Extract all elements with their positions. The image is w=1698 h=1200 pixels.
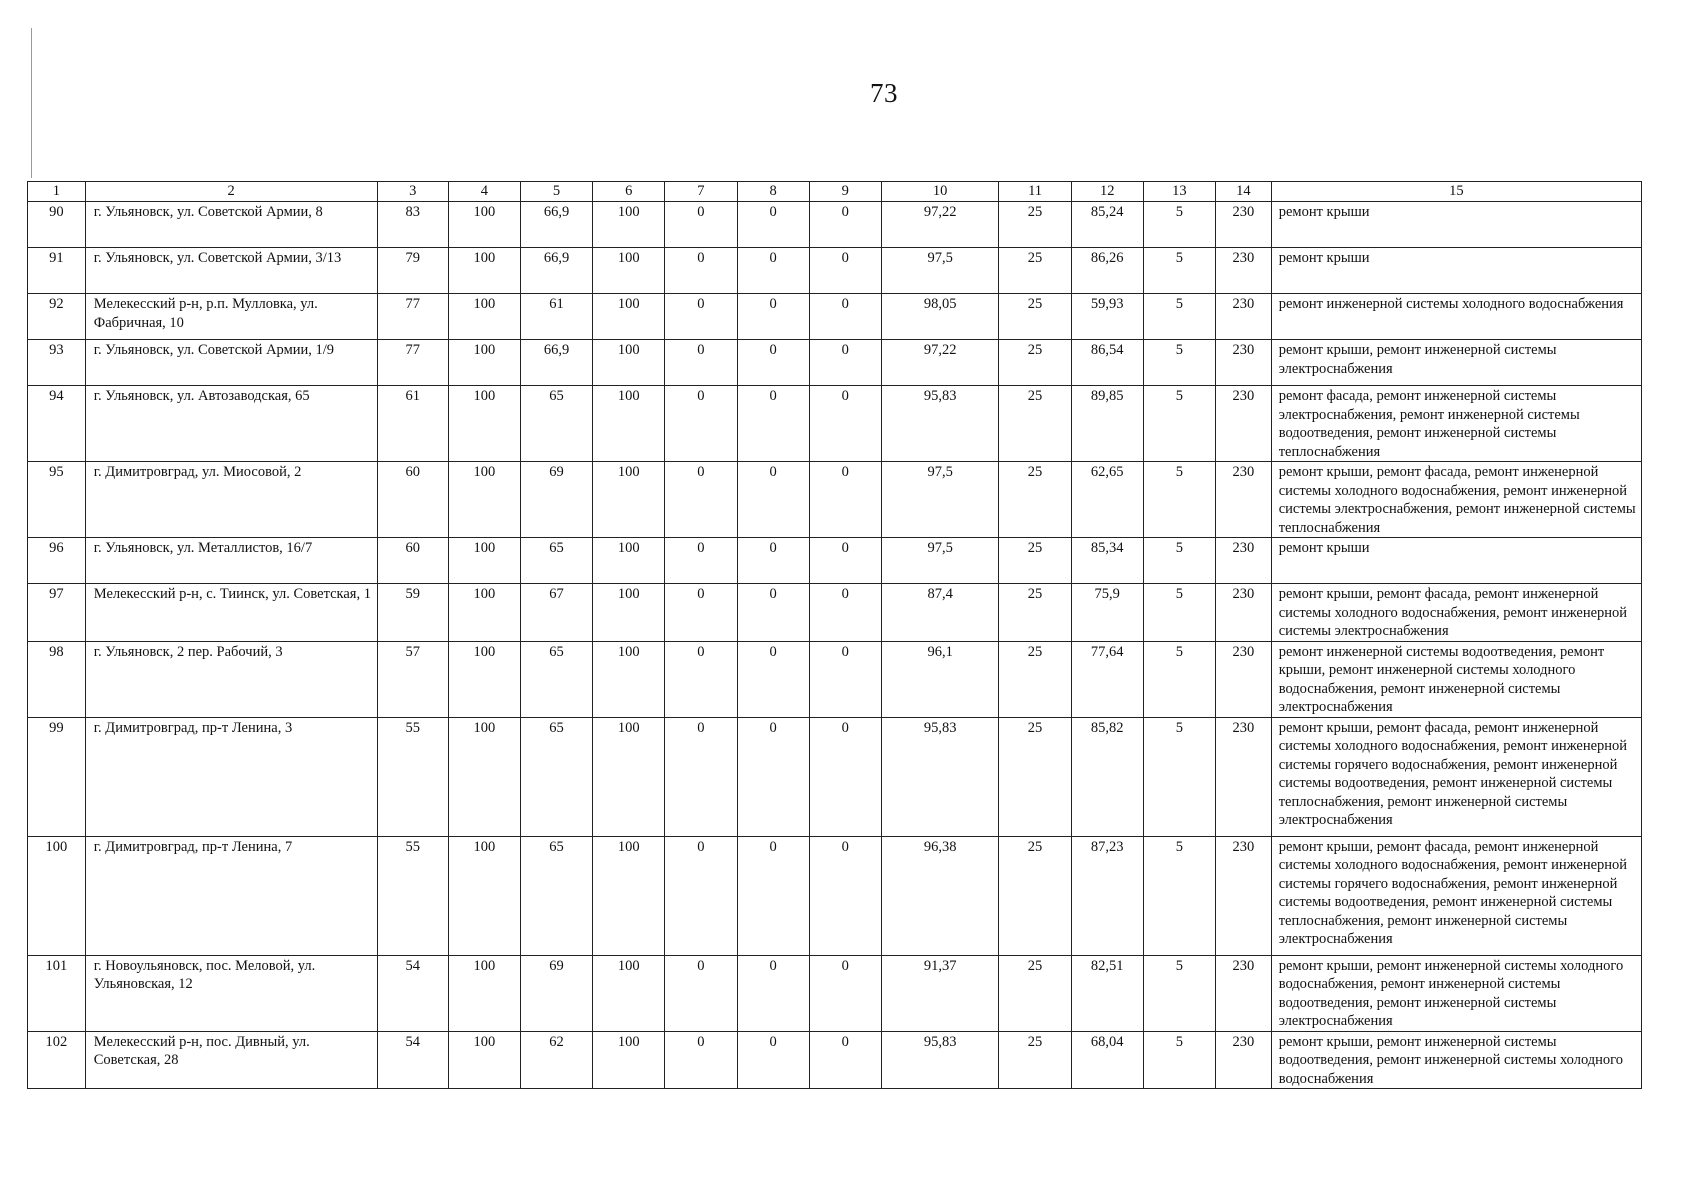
value-cell-col-7: 0 — [665, 1031, 737, 1089]
value-cell-col-6: 100 — [593, 641, 665, 717]
value-cell-col-10: 98,05 — [881, 294, 999, 340]
address-cell: г. Димитровград, пр-т Ленина, 7 — [85, 836, 377, 955]
value-cell-col-9: 0 — [809, 202, 881, 248]
value-cell-col-13: 5 — [1143, 1031, 1215, 1089]
value-cell-col-8: 0 — [737, 1031, 809, 1089]
address-cell: г. Ульяновск, ул. Советской Армии, 1/9 — [85, 340, 377, 386]
value-cell-col-10: 95,83 — [881, 1031, 999, 1089]
value-cell-col-8: 0 — [737, 340, 809, 386]
value-cell-col-14: 230 — [1216, 717, 1272, 836]
value-cell-col-12: 77,64 — [1071, 641, 1143, 717]
address-cell: г. Димитровград, ул. Миосовой, 2 — [85, 462, 377, 538]
value-cell-col-10: 97,22 — [881, 202, 999, 248]
column-header-7: 7 — [665, 182, 737, 202]
value-cell-col-10: 97,5 — [881, 248, 999, 294]
value-cell-col-5: 69 — [520, 955, 592, 1031]
value-cell-col-11: 25 — [999, 717, 1071, 836]
value-cell-col-13: 5 — [1143, 386, 1215, 462]
value-cell-col-5: 66,9 — [520, 248, 592, 294]
value-cell-col-10: 96,1 — [881, 641, 999, 717]
value-cell-col-14: 230 — [1216, 386, 1272, 462]
work-types-cell: ремонт крыши, ремонт фасада, ремонт инженерной системы холодного водоснабжения, ремонт инженерной системы горячего водоснабжения, ремонт инженерной системы водоотведения, ремонт инженерной системы теплоснабжения, ремонт инженерной системы электроснабжения — [1271, 717, 1641, 836]
value-cell-col-4: 100 — [448, 1031, 520, 1089]
value-cell-col-3: 59 — [377, 584, 448, 642]
table-row — [28, 584, 1642, 642]
row-number-cell: 91 — [28, 248, 86, 294]
value-cell-col-7: 0 — [665, 955, 737, 1031]
value-cell-col-5: 66,9 — [520, 202, 592, 248]
value-cell-col-9: 0 — [809, 248, 881, 294]
column-header-14: 14 — [1216, 182, 1272, 202]
value-cell-col-3: 60 — [377, 462, 448, 538]
value-cell-col-14: 230 — [1216, 538, 1272, 584]
column-header-2: 2 — [85, 182, 377, 202]
column-header-12: 12 — [1071, 182, 1143, 202]
table-row — [28, 340, 1642, 386]
value-cell-col-7: 0 — [665, 202, 737, 248]
address-cell: г. Ульяновск, ул. Советской Армии, 8 — [85, 202, 377, 248]
work-types-cell: ремонт крыши, ремонт фасада, ремонт инженерной системы холодного водоснабжения, ремонт инженерной системы электроснабжения, ремонт инженерной системы теплоснабжения — [1271, 462, 1641, 538]
value-cell-col-4: 100 — [448, 538, 520, 584]
value-cell-col-11: 25 — [999, 641, 1071, 717]
column-header-3: 3 — [377, 182, 448, 202]
value-cell-col-6: 100 — [593, 340, 665, 386]
value-cell-col-6: 100 — [593, 538, 665, 584]
value-cell-col-8: 0 — [737, 248, 809, 294]
value-cell-col-6: 100 — [593, 717, 665, 836]
value-cell-col-4: 100 — [448, 462, 520, 538]
page-number: 73 — [870, 78, 898, 108]
value-cell-col-13: 5 — [1143, 717, 1215, 836]
value-cell-col-10: 87,4 — [881, 584, 999, 642]
value-cell-col-8: 0 — [737, 386, 809, 462]
value-cell-col-12: 87,23 — [1071, 836, 1143, 955]
table-body — [28, 202, 1642, 1089]
value-cell-col-4: 100 — [448, 955, 520, 1031]
address-cell: г. Ульяновск, 2 пер. Рабочий, 3 — [85, 641, 377, 717]
value-cell-col-4: 100 — [448, 202, 520, 248]
value-cell-col-5: 69 — [520, 462, 592, 538]
column-header-9: 9 — [809, 182, 881, 202]
table-row — [28, 955, 1642, 1031]
value-cell-col-6: 100 — [593, 1031, 665, 1089]
value-cell-col-5: 66,9 — [520, 340, 592, 386]
value-cell-col-3: 83 — [377, 202, 448, 248]
address-cell: Мелекесский р-н, пос. Дивный, ул. Советская, 28 — [85, 1031, 377, 1089]
value-cell-col-10: 97,5 — [881, 538, 999, 584]
value-cell-col-7: 0 — [665, 248, 737, 294]
value-cell-col-5: 65 — [520, 386, 592, 462]
value-cell-col-3: 77 — [377, 294, 448, 340]
value-cell-col-11: 25 — [999, 538, 1071, 584]
table-container — [27, 181, 1642, 1089]
row-number-cell: 97 — [28, 584, 86, 642]
value-cell-col-7: 0 — [665, 717, 737, 836]
row-number-cell: 92 — [28, 294, 86, 340]
value-cell-col-5: 61 — [520, 294, 592, 340]
value-cell-col-9: 0 — [809, 584, 881, 642]
column-header-6: 6 — [593, 182, 665, 202]
work-types-cell: ремонт крыши — [1271, 248, 1641, 294]
work-types-cell: ремонт крыши, ремонт фасада, ремонт инженерной системы холодного водоснабжения, ремонт инженерной системы электроснабжения — [1271, 584, 1641, 642]
value-cell-col-12: 85,82 — [1071, 717, 1143, 836]
column-header-1: 1 — [28, 182, 86, 202]
table-row — [28, 538, 1642, 584]
work-types-cell: ремонт инженерной системы водоотведения, ремонт крыши, ремонт инженерной системы холодного водоснабжения, ремонт инженерной системы электроснабжения — [1271, 641, 1641, 717]
work-types-cell: ремонт крыши — [1271, 538, 1641, 584]
value-cell-col-3: 60 — [377, 538, 448, 584]
value-cell-col-11: 25 — [999, 340, 1071, 386]
value-cell-col-5: 65 — [520, 717, 592, 836]
value-cell-col-6: 100 — [593, 955, 665, 1031]
value-cell-col-4: 100 — [448, 340, 520, 386]
value-cell-col-4: 100 — [448, 386, 520, 462]
value-cell-col-10: 91,37 — [881, 955, 999, 1031]
work-types-cell: ремонт крыши — [1271, 202, 1641, 248]
value-cell-col-3: 77 — [377, 340, 448, 386]
work-types-cell: ремонт инженерной системы холодного водоснабжения — [1271, 294, 1641, 340]
column-header-15: 15 — [1271, 182, 1641, 202]
address-cell: г. Ульяновск, ул. Советской Армии, 3/13 — [85, 248, 377, 294]
value-cell-col-5: 65 — [520, 836, 592, 955]
value-cell-col-7: 0 — [665, 584, 737, 642]
table-row — [28, 202, 1642, 248]
value-cell-col-14: 230 — [1216, 1031, 1272, 1089]
value-cell-col-11: 25 — [999, 202, 1071, 248]
value-cell-col-12: 59,93 — [1071, 294, 1143, 340]
table-row — [28, 641, 1642, 717]
value-cell-col-14: 230 — [1216, 202, 1272, 248]
value-cell-col-11: 25 — [999, 386, 1071, 462]
value-cell-col-7: 0 — [665, 340, 737, 386]
table-row — [28, 462, 1642, 538]
value-cell-col-9: 0 — [809, 538, 881, 584]
value-cell-col-4: 100 — [448, 248, 520, 294]
value-cell-col-8: 0 — [737, 584, 809, 642]
value-cell-col-11: 25 — [999, 294, 1071, 340]
column-header-10: 10 — [881, 182, 999, 202]
data-table — [27, 181, 1642, 1089]
table-row — [28, 386, 1642, 462]
column-header-8: 8 — [737, 182, 809, 202]
value-cell-col-8: 0 — [737, 717, 809, 836]
value-cell-col-13: 5 — [1143, 836, 1215, 955]
row-number-cell: 100 — [28, 836, 86, 955]
address-cell: Мелекесский р-н, с. Тиинск, ул. Советская, 1 — [85, 584, 377, 642]
value-cell-col-10: 95,83 — [881, 386, 999, 462]
value-cell-col-5: 65 — [520, 538, 592, 584]
value-cell-col-6: 100 — [593, 248, 665, 294]
row-number-cell: 96 — [28, 538, 86, 584]
value-cell-col-3: 79 — [377, 248, 448, 294]
value-cell-col-3: 57 — [377, 641, 448, 717]
value-cell-col-13: 5 — [1143, 641, 1215, 717]
value-cell-col-6: 100 — [593, 386, 665, 462]
value-cell-col-14: 230 — [1216, 462, 1272, 538]
value-cell-col-12: 75,9 — [1071, 584, 1143, 642]
value-cell-col-5: 67 — [520, 584, 592, 642]
value-cell-col-14: 230 — [1216, 248, 1272, 294]
value-cell-col-6: 100 — [593, 202, 665, 248]
column-header-4: 4 — [448, 182, 520, 202]
value-cell-col-4: 100 — [448, 717, 520, 836]
value-cell-col-9: 0 — [809, 386, 881, 462]
value-cell-col-11: 25 — [999, 955, 1071, 1031]
work-types-cell: ремонт крыши, ремонт инженерной системы холодного водоснабжения, ремонт инженерной системы водоотведения, ремонт инженерной системы электроснабжения — [1271, 955, 1641, 1031]
row-number-cell: 93 — [28, 340, 86, 386]
value-cell-col-12: 86,54 — [1071, 340, 1143, 386]
value-cell-col-12: 86,26 — [1071, 248, 1143, 294]
table-row — [28, 1031, 1642, 1089]
header-row — [28, 182, 1642, 202]
table-row — [28, 717, 1642, 836]
value-cell-col-14: 230 — [1216, 584, 1272, 642]
address-cell: г. Ульяновск, ул. Автозаводская, 65 — [85, 386, 377, 462]
value-cell-col-10: 95,83 — [881, 717, 999, 836]
value-cell-col-8: 0 — [737, 836, 809, 955]
address-cell: г. Димитровград, пр-т Ленина, 3 — [85, 717, 377, 836]
work-types-cell: ремонт крыши, ремонт инженерной системы электроснабжения — [1271, 340, 1641, 386]
value-cell-col-13: 5 — [1143, 340, 1215, 386]
value-cell-col-6: 100 — [593, 584, 665, 642]
value-cell-col-12: 62,65 — [1071, 462, 1143, 538]
work-types-cell: ремонт крыши, ремонт фасада, ремонт инженерной системы холодного водоснабжения, ремонт инженерной системы горячего водоснабжения, ремонт инженерной системы водоотведения, ремонт инженерной системы теплоснабжения, ремонт инженерной системы электроснабжения — [1271, 836, 1641, 955]
column-header-13: 13 — [1143, 182, 1215, 202]
row-number-cell: 101 — [28, 955, 86, 1031]
row-number-cell: 99 — [28, 717, 86, 836]
value-cell-col-3: 54 — [377, 1031, 448, 1089]
value-cell-col-10: 97,5 — [881, 462, 999, 538]
value-cell-col-11: 25 — [999, 1031, 1071, 1089]
value-cell-col-12: 89,85 — [1071, 386, 1143, 462]
value-cell-col-9: 0 — [809, 955, 881, 1031]
address-cell: г. Ульяновск, ул. Металлистов, 16/7 — [85, 538, 377, 584]
value-cell-col-9: 0 — [809, 641, 881, 717]
value-cell-col-12: 85,24 — [1071, 202, 1143, 248]
value-cell-col-9: 0 — [809, 717, 881, 836]
value-cell-col-10: 96,38 — [881, 836, 999, 955]
value-cell-col-4: 100 — [448, 294, 520, 340]
column-header-5: 5 — [520, 182, 592, 202]
value-cell-col-12: 68,04 — [1071, 1031, 1143, 1089]
value-cell-col-5: 65 — [520, 641, 592, 717]
value-cell-col-3: 54 — [377, 955, 448, 1031]
value-cell-col-11: 25 — [999, 462, 1071, 538]
row-number-cell: 95 — [28, 462, 86, 538]
value-cell-col-14: 230 — [1216, 294, 1272, 340]
value-cell-col-12: 85,34 — [1071, 538, 1143, 584]
value-cell-col-13: 5 — [1143, 584, 1215, 642]
table-row — [28, 836, 1642, 955]
value-cell-col-8: 0 — [737, 641, 809, 717]
value-cell-col-4: 100 — [448, 584, 520, 642]
value-cell-col-6: 100 — [593, 462, 665, 538]
value-cell-col-11: 25 — [999, 248, 1071, 294]
value-cell-col-13: 5 — [1143, 294, 1215, 340]
value-cell-col-13: 5 — [1143, 538, 1215, 584]
value-cell-col-13: 5 — [1143, 462, 1215, 538]
value-cell-col-8: 0 — [737, 955, 809, 1031]
value-cell-col-8: 0 — [737, 462, 809, 538]
value-cell-col-4: 100 — [448, 836, 520, 955]
value-cell-col-3: 55 — [377, 836, 448, 955]
value-cell-col-9: 0 — [809, 462, 881, 538]
value-cell-col-3: 61 — [377, 386, 448, 462]
work-types-cell: ремонт фасада, ремонт инженерной системы электроснабжения, ремонт инженерной системы водоотведения, ремонт инженерной системы теплоснабжения — [1271, 386, 1641, 462]
value-cell-col-9: 0 — [809, 1031, 881, 1089]
value-cell-col-11: 25 — [999, 836, 1071, 955]
work-types-cell: ремонт крыши, ремонт инженерной системы водоотведения, ремонт инженерной системы холодного водоснабжения — [1271, 1031, 1641, 1089]
value-cell-col-9: 0 — [809, 294, 881, 340]
table-row — [28, 248, 1642, 294]
value-cell-col-9: 0 — [809, 340, 881, 386]
row-number-cell: 102 — [28, 1031, 86, 1089]
value-cell-col-6: 100 — [593, 836, 665, 955]
row-number-cell: 90 — [28, 202, 86, 248]
value-cell-col-9: 0 — [809, 836, 881, 955]
value-cell-col-3: 55 — [377, 717, 448, 836]
value-cell-col-10: 97,22 — [881, 340, 999, 386]
value-cell-col-7: 0 — [665, 538, 737, 584]
value-cell-col-8: 0 — [737, 294, 809, 340]
value-cell-col-14: 230 — [1216, 641, 1272, 717]
value-cell-col-12: 82,51 — [1071, 955, 1143, 1031]
value-cell-col-8: 0 — [737, 538, 809, 584]
value-cell-col-14: 230 — [1216, 955, 1272, 1031]
value-cell-col-13: 5 — [1143, 202, 1215, 248]
value-cell-col-13: 5 — [1143, 248, 1215, 294]
value-cell-col-7: 0 — [665, 462, 737, 538]
value-cell-col-7: 0 — [665, 294, 737, 340]
row-number-cell: 98 — [28, 641, 86, 717]
value-cell-col-4: 100 — [448, 641, 520, 717]
value-cell-col-5: 62 — [520, 1031, 592, 1089]
address-cell: Мелекесский р-н, р.п. Мулловка, ул. Фабричная, 10 — [85, 294, 377, 340]
value-cell-col-7: 0 — [665, 836, 737, 955]
value-cell-col-14: 230 — [1216, 836, 1272, 955]
row-number-cell: 94 — [28, 386, 86, 462]
value-cell-col-14: 230 — [1216, 340, 1272, 386]
address-cell: г. Новоульяновск, пос. Меловой, ул. Ульяновская, 12 — [85, 955, 377, 1031]
column-header-11: 11 — [999, 182, 1071, 202]
value-cell-col-7: 0 — [665, 386, 737, 462]
value-cell-col-6: 100 — [593, 294, 665, 340]
value-cell-col-8: 0 — [737, 202, 809, 248]
value-cell-col-7: 0 — [665, 641, 737, 717]
value-cell-col-13: 5 — [1143, 955, 1215, 1031]
table-row — [28, 294, 1642, 340]
value-cell-col-11: 25 — [999, 584, 1071, 642]
